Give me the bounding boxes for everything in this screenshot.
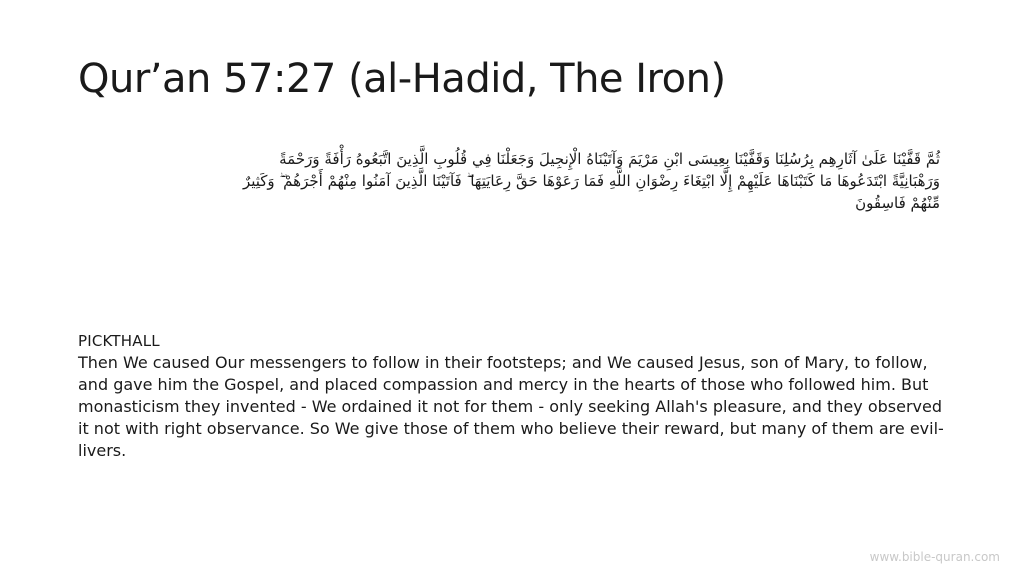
translation-text: Then We caused Our messengers to follow in their footsteps; and We caused Jesus, son of Mary, to follow, and gave him the Gospel, and placed compassion and mercy in the hearts of those who followed him. But monasticism they invented - We ordained it not for them - only seeking Allah's pleasure, and they observed it not with right observance. So We give those of them who believe their reward, but many of them are evil-livers. <box>78 353 944 460</box>
slide-title: Qur’an 57:27 (al-Hadid, The Iron) <box>78 56 726 102</box>
translation-block <box>78 330 948 462</box>
arabic-verse-text: ثُمَّ قَفَّيْنَا عَلَىٰ آثَارِهِم بِرُسُلِنَا وَقَفَّيْنَا بِعِيسَى ابْنِ مَرْيَمَ وَآتَيْنَاهُ الْإِنجِيلَ وَجَعَلْنَا فِي قُلُوبِ الَّذِينَ اتَّبَعُوهُ رَأْفَةً وَرَحْمَةً وَرَهْبَانِيَّةً ابْتَدَعُوهَا مَا كَتَبْنَاهَا عَلَيْهِمْ إِلَّا ابْتِغَاءَ رِضْوَانِ اللَّهِ فَمَا رَعَوْهَا حَقَّ رِعَايَتِهَا ۖ فَآتَيْنَا الَّذِينَ آمَنُوا مِنْهُمْ أَجْرَهُمْ ۖ وَكَثِيرٌ مِّنْهُمْ فَاسِقُونَ <box>242 150 940 212</box>
watermark: www.bible-quran.com <box>869 550 1000 564</box>
translator-label: PICKTHALL <box>78 332 160 350</box>
